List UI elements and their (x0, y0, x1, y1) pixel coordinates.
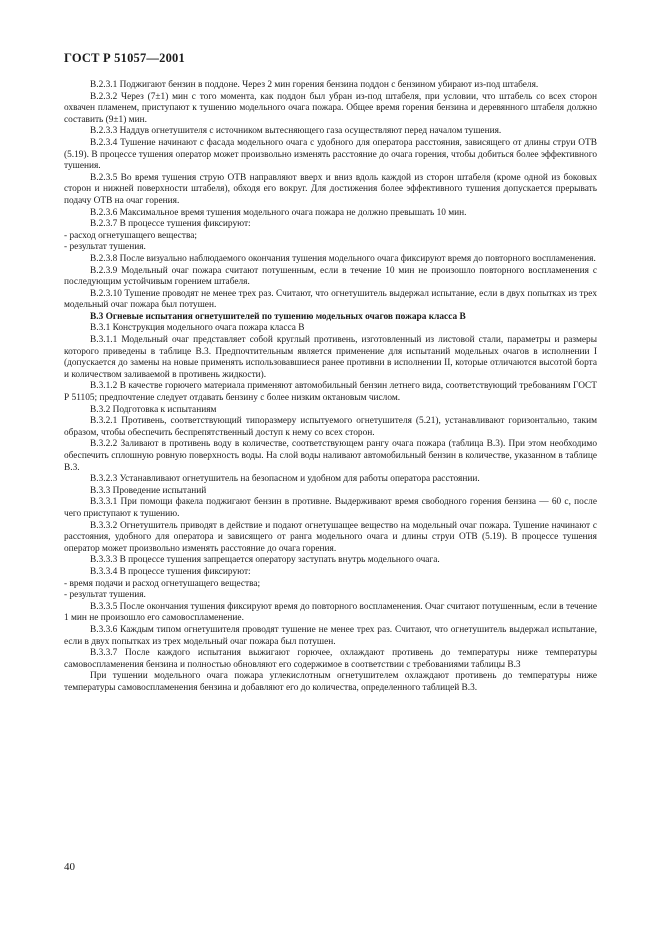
list-item: - результат тушения. (64, 242, 146, 253)
paragraph: В.3.2.1 Противень, соответствующий типоразмеру испытуемого огнетушителя (5.21), устанавливают горизонтально, таким образом, чтобы обеспечить беспрепятственный доступ к нему со всех сторон. (64, 416, 597, 438)
paragraph: В.3.2.2 Заливают в противень воду в количестве, соответствующем рангу очага пожара (таблица В.3). При этом необходимо обеспечить сплошную ровную поверхность воды. На слой воды наливают автомобильный бензин в количестве, указанном в таблице В.3. (64, 439, 597, 473)
list-item: - результат тушения. (64, 590, 146, 601)
paragraph: В.3.3 Проведение испытаний (90, 485, 207, 496)
paragraph: При тушении модельного очага пожара углекислотным огнетушителем охлаждают противень до температуры ниже температуры самовоспламенения бензина и добавляют его до количества, определенного таблицей В.3. (64, 671, 597, 693)
paragraph: В.2.3.5 Во время тушения струю ОТВ направляют вверх и вниз вдоль каждой из сторон штабеля (кроме одной из боковых сторон и нижней поверхности штабеля), обходя его вокруг. Для достижения более эффективного тушения допускается прерывать подачу ОТВ на очаг горения. (64, 172, 597, 206)
paragraph: В.2.3.7 В процессе тушения фиксируют: (90, 219, 251, 230)
paragraph: В.3.3.2 Огнетушитель приводят в действие и подают огнетушащее вещество на модельный очаг пожара. Тушение начинают с расстояния, удобного для оператора и зависящего от ранга модельного очага и длины струи ОТВ (5.19). В процессе тушения оператор может произвольно изменять расстояние до очага горения. (64, 520, 597, 554)
paragraph: В.3.3.3 В процессе тушения запрещается оператору заступать внутрь модельного очага. (90, 555, 440, 566)
paragraph: В.2.3.1 Поджигают бензин в поддоне. Через 2 мин горения бензина поддон с бензином убирают из-под штабеля. (90, 80, 539, 90)
paragraph: В.2.3.9 Модельный очаг пожара считают потушенным, если в течение 10 мин не произошло повторного воспламенения с последующим устойчивым горением штабеля. (64, 265, 597, 288)
page-number: 40 (64, 861, 75, 873)
paragraph: В.3.3.5 После окончания тушения фиксируют время до повторного воспламенения. Очаг считают потушенным, если в течение 1 мин не произошло его самовоспламенение. (64, 601, 597, 624)
paragraph: В.2.3.8 После визуально наблюдаемого окончания тушения модельного очага фиксируют время до повторного воспламенения. (90, 253, 596, 264)
document-body (64, 80, 597, 694)
section-heading: В.3 Огневые испытания огнетушителей по тушению модельных очагов пожара класса В (90, 311, 466, 322)
list-item: - время подачи и расход огнетушащего вещества; (64, 578, 261, 589)
paragraph: В.2.3.6 Максимальное время тушения модельного очага пожара не должно превышать 10 мин. (90, 207, 467, 218)
paragraph: В.2.3.2 Через (7±1) мин с того момента, как поддон был убран из-под штабеля, при условии, что штабель со всех сторон охвачен пламенем, приступают к тушению модельного очага пожара. Общее время горения бензина и деревянного штабеля должно составить (9±1) мин. (64, 91, 597, 125)
paragraph: В.2.3.3 Наддув огнетушителя с источником вытесняющего газа осуществляют перед началом тушения. (90, 126, 502, 137)
list-item: - расход огнетушащего вещества; (64, 230, 198, 241)
paragraph: В.3.3.1 При помощи факела поджигают бензин в противне. Выдерживают время свободного горения бензина — 60 с, после чего приступают к тушению. (64, 497, 597, 519)
paragraph: В.3.3.6 Каждым типом огнетушителя проводят тушение не менее трех раз. Считают, что огнетушитель выдержал испытание, если в двух попытках из трех модельный очаг пожара был потушен. (64, 624, 597, 647)
paragraph: В.2.3.10 Тушение проводят не менее трех раз. Считают, что огнетушитель выдержал испытание, если в двух попытках из трех модельный очаг пожара был потушен. (64, 288, 597, 311)
paragraph: В.3.1.1 Модельный очаг представляет собой круглый противень, изготовленный из листовой стали, параметры и размеры которого приведены в таблице В.3. Предпочтительным является применение для испытаний модельных очагов в исполнении I (допускается до замены на новые применять использовавшиеся ранее противни в исполнении II, которые отличаются высотой борта и количеством заливаемой в противень жидкости). (64, 335, 597, 380)
paragraph: В.2.3.4 Тушение начинают с фасада модельного очага с удобного для оператора расстояния, зависящего от длины струи ОТВ (5.19). В процессе тушения оператор может произвольно изменять расстояние до очага горения, чтобы добиться более эффективного тушения. (64, 137, 597, 172)
paragraph: В.3.3.4 В процессе тушения фиксируют: (90, 566, 251, 577)
document-header: ГОСТ Р 51057—2001 (64, 51, 185, 65)
paragraph: В.3.1.2 В качестве горючего материала применяют автомобильный бензин летнего вида, соответствующий требованиям ГОСТ Р 51105; предпочтение следует отдавать бензину с более низким октановым числом. (64, 381, 597, 404)
paragraph: В.3.2 Подготовка к испытаниям (90, 404, 217, 415)
paragraph: В.3.3.7 После каждого испытания выжигают горючее, охлаждают противень до температуры ниже температуры самовоспламенения бензина и полностью обновляют его содержимое в соответствии с требованиями таблицы В.3 (64, 648, 597, 670)
paragraph: В.3.2.3 Устанавливают огнетушитель на безопасном и удобном для работы оператора расстоянии. (90, 474, 480, 485)
paragraph: В.3.1 Конструкция модельного очага пожара класса В (90, 323, 305, 334)
